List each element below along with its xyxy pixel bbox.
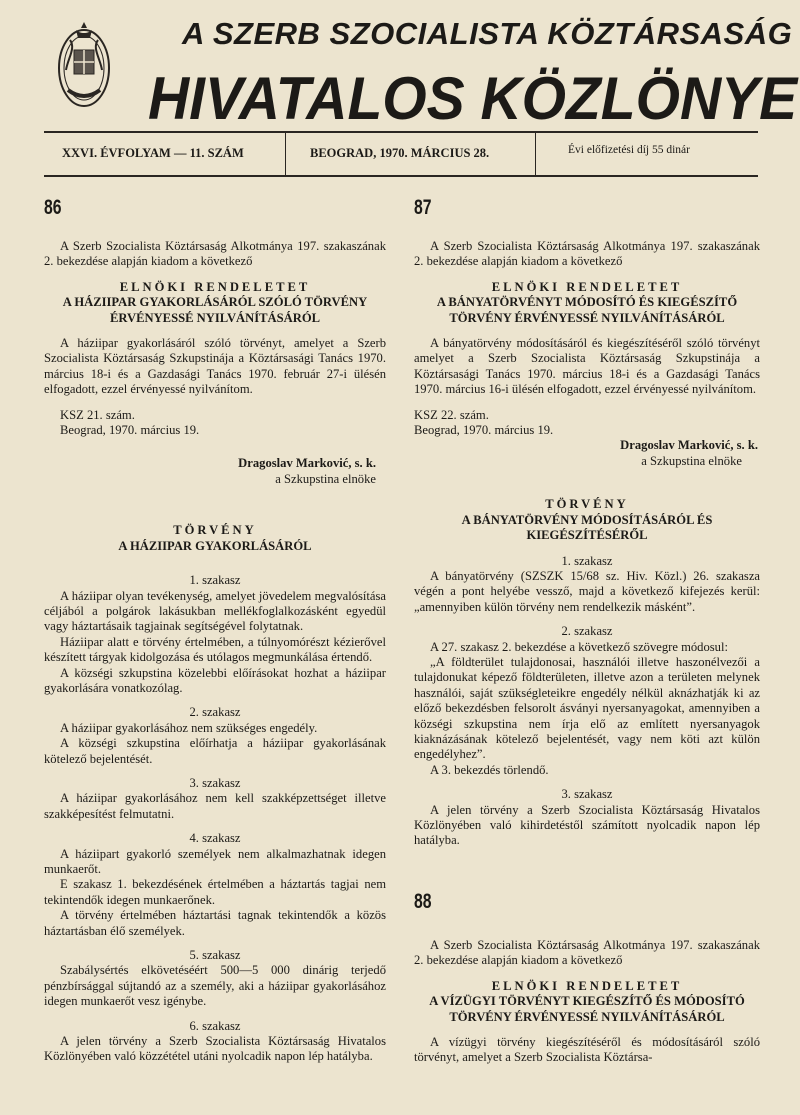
masthead-title: HIVATALOS KÖZLÖNYE	[148, 65, 798, 132]
section-heading: 3. szakasz	[561, 787, 613, 802]
signer-name: Dragoslav Marković, s. k.	[238, 456, 376, 471]
right-column	[414, 239, 760, 849]
signer-name: Dragoslav Marković, s. k.	[620, 438, 758, 453]
decree-title: ELNÖKI RENDELETET	[491, 978, 683, 993]
decree-title: ELNÖKI RENDELETET	[491, 279, 683, 294]
law-subtitle: A HÁZIIPAR GYAKORLÁSÁRÓL	[118, 538, 312, 553]
header-divider	[285, 133, 286, 177]
item-number: 87	[414, 196, 432, 219]
section-paragraph: A háziipart gyakorló személyek nem alkalmazhatnak idegen munkaerőt.	[44, 846, 386, 876]
section-heading: 2. szakasz	[561, 624, 613, 639]
law-title: TÖRVÉNY	[545, 497, 629, 512]
section-paragraph: A jelen törvény a Szerb Szocialista Köztársaság Hivatalos Közlönyében való kihirdetéstől számított nyolcadik napon lép hatályba.	[414, 802, 760, 848]
section-paragraph: A községi szkupstina előírhatja a háziipar gyakorlásának kötelező bejelentését.	[44, 736, 386, 766]
item-number: 86	[44, 196, 62, 219]
section-heading: 4. szakasz	[189, 831, 241, 846]
section-heading: 1. szakasz	[189, 573, 241, 588]
right-column-continued	[414, 938, 760, 1066]
place-date: BEOGRAD, 1970. MÁRCIUS 28.	[310, 146, 490, 160]
section-paragraph: A jelen törvény a Szerb Szocialista Köztársaság Hivatalos Közlönyében való közzététel utáni nyolcadik napon lép hatályba.	[44, 1034, 386, 1064]
header-bottom-rule	[44, 175, 758, 177]
section-paragraph: A háziipar gyakorlásához nem kell szakképzettséget illetve szakképesítést felmutatni.	[44, 791, 386, 821]
issue-number: XXVI. ÉVFOLYAM — 11. SZÁM	[62, 146, 244, 160]
section-paragraph: Háziipar alatt e törvény értelmében, a túlnyomórészt kézierővel készített tárgyak kidolgozása és utólagos megmunkálása értendő.	[44, 634, 386, 665]
intro-text: A Szerb Szocialista Köztársaság Alkotmánya 197. szakaszának 2. bekezdése alapján kiadom a következő	[414, 239, 760, 269]
section-paragraph: A 27. szakasz 2. bekezdése a következő szövegre módosul:	[430, 639, 728, 654]
signer-role: a Szkupstina elnöke	[275, 471, 376, 486]
decree-body: A háziipar gyakorlásáról szóló törvényt, amelyet a Szerb Szocialista Köztársaság Szkupstinája a Köztársasági Tanács 1970. március 18-i és a Gazdasági Tanács 1970. február 27-i ülésén elfogadott, ezzel érvényessé nyilvánítom.	[44, 336, 386, 397]
subscription-price: Évi előfizetési díj 55 dinár	[568, 144, 690, 156]
signer-role: a Szkupstina elnöke	[641, 453, 742, 468]
section-paragraph: A háziipar gyakorlásához nem szükséges engedély.	[60, 720, 318, 735]
header-top-rule	[44, 131, 758, 133]
coat-of-arms-icon	[54, 20, 114, 116]
masthead-line1: A SZERB SZOCIALISTA KÖZTÁRSASÁG	[182, 16, 793, 51]
decree-body: A bányatörvény módosításáról és kiegészítéséről szóló törvényt amelyet a Szerb Szocialista Köztársaság Szkupstinája a Köztársasági Tanács 1970. március 18-i és a Gazdasági Tanács 1970. március 16-i ülésén elfogadott, ezzel érvényessé nyilvánítom.	[414, 336, 760, 397]
decree-body: A vízügyi törvény kiegészítéséről és módosításáról szóló törvényt, amelyet a Szerb Szocialista Köztársa-	[414, 1035, 760, 1065]
section-paragraph: E szakasz 1. bekezdésének értelmében a háztartás tagjai nem tekintendők idegen munkaerőnek.	[44, 877, 386, 907]
decree-subtitle: A BÁNYATÖRVÉNYT MÓDOSÍTÓ ÉS KIEGÉSZÍTŐ TÖRVÉNY ÉRVÉNYESSÉ NYILVÁNÍTÁSÁRÓL	[436, 295, 738, 325]
section-paragraph: A községi szkupstina közelebbi előírásokat hozhat a háziipar gyakorlására vonatkozólag.	[44, 665, 386, 695]
decree-subtitle: A HÁZIIPAR GYAKORLÁSÁRÓL SZÓLÓ TÖRVÉNY ÉRVÉNYESSÉ NYILVÁNÍTÁSÁRÓL	[62, 295, 368, 325]
section-heading: 5. szakasz	[189, 948, 241, 963]
intro-text: A Szerb Szocialista Köztársaság Alkotmánya 197. szakaszának 2. bekezdése alapján kiadom a következő	[44, 239, 386, 269]
section-heading: 1. szakasz	[561, 553, 613, 568]
section-heading: 6. szakasz	[189, 1018, 241, 1033]
law-subtitle: A BÁNYATÖRVÉNY MÓDOSÍTÁSÁRÓL ÉS KIEGÉSZÍTÉSÉRŐL	[461, 512, 713, 543]
section-paragraph: A 3. bekezdés törlendő.	[430, 762, 549, 777]
section-paragraph: „A földterület tulajdonosai, használói illetve haszonélvezői a tulajdonukat képező földterületen, illetve azon a területen melynek használói, saját szükségleteikre engedély nélkül aknázhatják ki az előző bekezdésben felsorolt ásványi nyersanyagokat, amennyiben a községi szkupstina nem írja elő az említett nyersanyagok kiaknázásának kötelező bejelentését, vagy nem köti azt külön engedélyhez”.	[414, 654, 760, 762]
section-heading: 2. szakasz	[189, 705, 241, 720]
section-paragraph: A bányatörvény (SZSZK 15/68 sz. Hiv. Közl.) 26. szakasza végén a pont helyébe vessző, majd a következő kifejezés kerül: „amennyiben külön törvény nem rendelkezik másként”.	[414, 568, 760, 614]
decree-subtitle: A VÍZÜGYI TÖRVÉNYT KIEGÉSZÍTŐ ÉS MÓDOSÍTÓ TÖRVÉNY ÉRVÉNYESSÉ NYILVÁNÍTÁSÁRÓL	[429, 994, 745, 1024]
section-heading: 3. szakasz	[189, 775, 241, 790]
law-title: TÖRVÉNY	[173, 523, 257, 538]
intro-text: A Szerb Szocialista Köztársaság Alkotmánya 197. szakaszának 2. bekezdése alapján kiadom a következő	[414, 938, 760, 968]
left-column	[44, 239, 386, 1065]
header-divider	[535, 133, 536, 177]
reference-number: KSZ 21. szám.	[60, 407, 135, 422]
section-paragraph: A törvény értelmében háztartási tagnak tekintendők a közös háztartásban élő személyek.	[44, 908, 386, 938]
item-number: 88	[414, 890, 432, 913]
section-paragraph: Szabálysértés elkövetéséért 500—5 000 dinárig terjedő pénzbírsággal sújtandó az a személy, aki a háziipar gyakorlásához idegen munkaerőt vesz igénybe.	[44, 963, 386, 1009]
section-paragraph: A háziipar olyan tevékenység, amelyet jövedelem megvalósítása céljából a polgárok lakásukban mellékfoglalkozásként egyedül vagy háztartásaik tagjainak segítségével folytatnak.	[44, 588, 386, 634]
reference-date: Beograd, 1970. március 19.	[60, 423, 200, 438]
reference-number: KSZ 22. szám.	[414, 407, 489, 422]
decree-title: ELNÖKI RENDELETET	[119, 279, 311, 294]
reference-date: Beograd, 1970. március 19.	[414, 423, 554, 438]
